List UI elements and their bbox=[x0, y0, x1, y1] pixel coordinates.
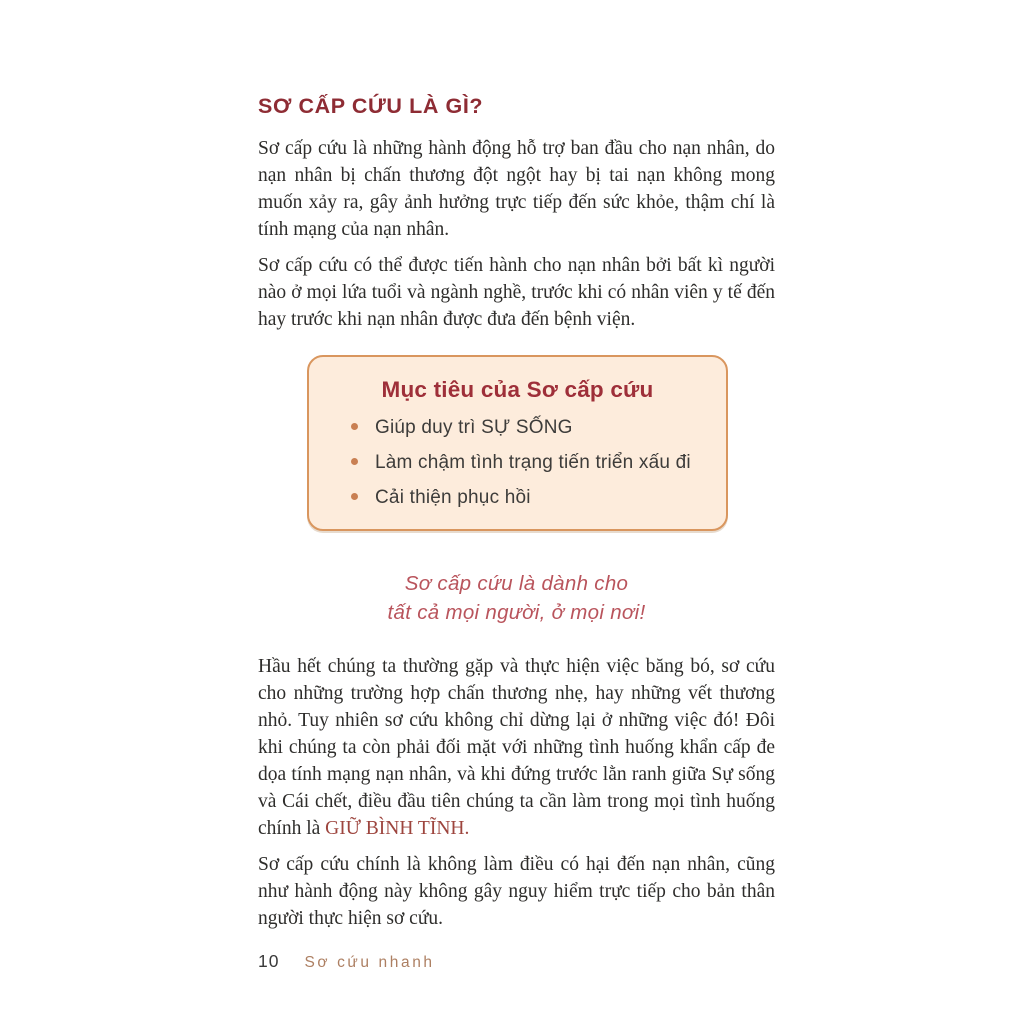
callout-bullet-item bbox=[333, 487, 702, 509]
callout-bullet-label: Giúp duy trì SỰ SỐNG bbox=[375, 417, 573, 438]
callout-bullet-label: Cải thiện phục hồi bbox=[375, 487, 531, 508]
callout-box-goals bbox=[307, 355, 728, 531]
bullet-dot-icon bbox=[351, 423, 358, 430]
book-title: Sơ cứu nhanh bbox=[304, 954, 435, 971]
page-footer bbox=[258, 951, 435, 972]
bullet-dot-icon bbox=[351, 493, 358, 500]
text-column bbox=[258, 94, 775, 932]
pull-quote bbox=[258, 569, 775, 627]
paragraph-keep-calm-text: Hầu hết chúng ta thường gặp và thực hiện việc băng bó, sơ cứu cho những trường hợp chấn thương nhẹ, hay những vết thương nhỏ. Tuy nhiên sơ cứu không chỉ dừng lại ở những việc đó! Đôi khi chúng ta còn phải đối mặt với những tình huống khẩn cấp đe dọa tính mạng nạn nhân, và khi đứng trước lằn ranh giữa Sự sống và Cái chết, điều đầu tiên chúng ta cần làm trong mọi tình huống chính là bbox=[258, 656, 775, 839]
pull-quote-line: tất cả mọi người, ở mọi nơi! bbox=[387, 601, 646, 624]
callout-bullet-item bbox=[333, 417, 702, 439]
pull-quote-line: Sơ cấp cứu là dành cho bbox=[404, 572, 629, 595]
paragraph-keep-calm bbox=[258, 653, 775, 842]
keep-calm-highlight: GIỮ BÌNH TĨNH. bbox=[325, 818, 470, 839]
callout-bullet-list bbox=[333, 417, 702, 509]
callout-title: Mục tiêu của Sơ cấp cứu bbox=[381, 377, 654, 402]
paragraph-who-can-perform: Sơ cấp cứu có thể được tiến hành cho nạn nhân bởi bất kì người nào ở mọi lứa tuổi và ngành nghề, trước khi có nhân viên y tế đến hay trước khi nạn nhân được đưa đến bệnh viện. bbox=[258, 255, 775, 330]
page-number: 10 bbox=[258, 951, 280, 971]
paragraph-do-no-harm: Sơ cấp cứu chính là không làm điều có hại đến nạn nhân, cũng như hành động này không gây nguy hiểm trực tiếp cho bản thân người thực hiện sơ cứu. bbox=[258, 854, 775, 929]
section-heading: SƠ CẤP CỨU LÀ GÌ? bbox=[258, 94, 484, 118]
callout-bullet-item bbox=[333, 452, 702, 474]
bullet-dot-icon bbox=[351, 458, 358, 465]
paragraph-intro: Sơ cấp cứu là những hành động hỗ trợ ban đầu cho nạn nhân, do nạn nhân bị chấn thương đột ngột hay bị tai nạn không mong muốn xảy ra, gây ảnh hưởng trực tiếp đến sức khỏe, thậm chí là tính mạng của nạn nhân. bbox=[258, 138, 775, 240]
callout-bullet-label: Làm chậm tình trạng tiến triển xấu đi bbox=[375, 452, 691, 473]
